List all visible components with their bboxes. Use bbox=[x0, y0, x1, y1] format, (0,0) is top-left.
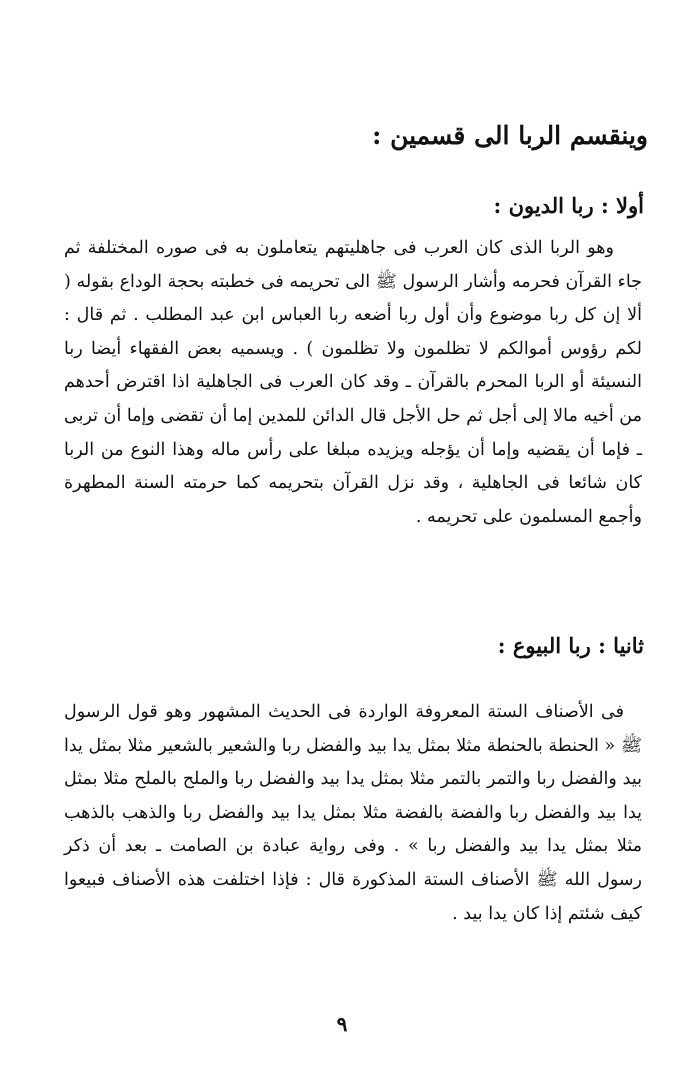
section-heading-sales-riba: ثانيا : ربا البيوع : bbox=[497, 633, 644, 658]
paragraph-debt-riba: وهو الربا الذى كان العرب فى جاهليتهم يتعاملون به فى صوره المختلفة ثم جاء القرآن فحرمه وأشار الرسول ﷺ الى تحريمه فى خطبته بحجة الوداع بقوله ( ألا إن كل ربا موضوع وأن أول ربا أضعه ربا العباس ابن عبد المطلب . ثم قال : لكم رؤوس أموالكم لا تظلمون ولا تظلمون ) . ويسميه بعض الفقهاء أيضا ربا النسيئة أو الربا المحرم بالقرآن ـ وقد كان العرب فى الجاهلية اذا اقترض أحدهم من أخيه مالا إلى أجل ثم حل الأجل قال الدائن للمدين إما أن تقضى وإما أن تربى ـ فإما أن يقضيه وإما أن يؤجله ويزيده مبلغا على رأس ماله وهذا النوع من الربا كان شائعا فى الجاهلية ، وقد نزل القرآن بتحريمه كما حرمته السنة المطهرة وأجمع المسلمون على تحريمه . bbox=[64, 238, 642, 527]
page-number: ٩ bbox=[336, 1012, 348, 1036]
main-heading: وينقسم الربا الى قسمين : bbox=[372, 121, 648, 150]
paragraph-sales-riba: فى الأصناف الستة المعروفة الواردة فى الحديث المشهور وهو قول الرسول ﷺ « الحنطة بالحنطة مثلا بمثل يدا بيد والفضل ربا والشعير بالشعير مثلا بمثل يدا بيد والفضل ربا والتمر بالتمر مثلا بمثل يدا بيد والفضل ربا والملح بالملح مثلا بمثل يدا بيد والفضل ربا والفضة بالفضة مثلا بمثل يدا بيد والفضل ربا والذهب بالذهب مثلا بمثل يدا بيد والفضل ربا » . وفى رواية عبادة بن الصامت ـ بعد أن ذكر رسول الله ﷺ الأصناف الستة المذكورة قال : فإذا اختلفت هذه الأصناف فبيعوا كيف شئتم إذا كان يدا بيد . bbox=[64, 702, 642, 924]
section-heading-debt-riba: أولا : ربا الديون : bbox=[493, 193, 644, 218]
